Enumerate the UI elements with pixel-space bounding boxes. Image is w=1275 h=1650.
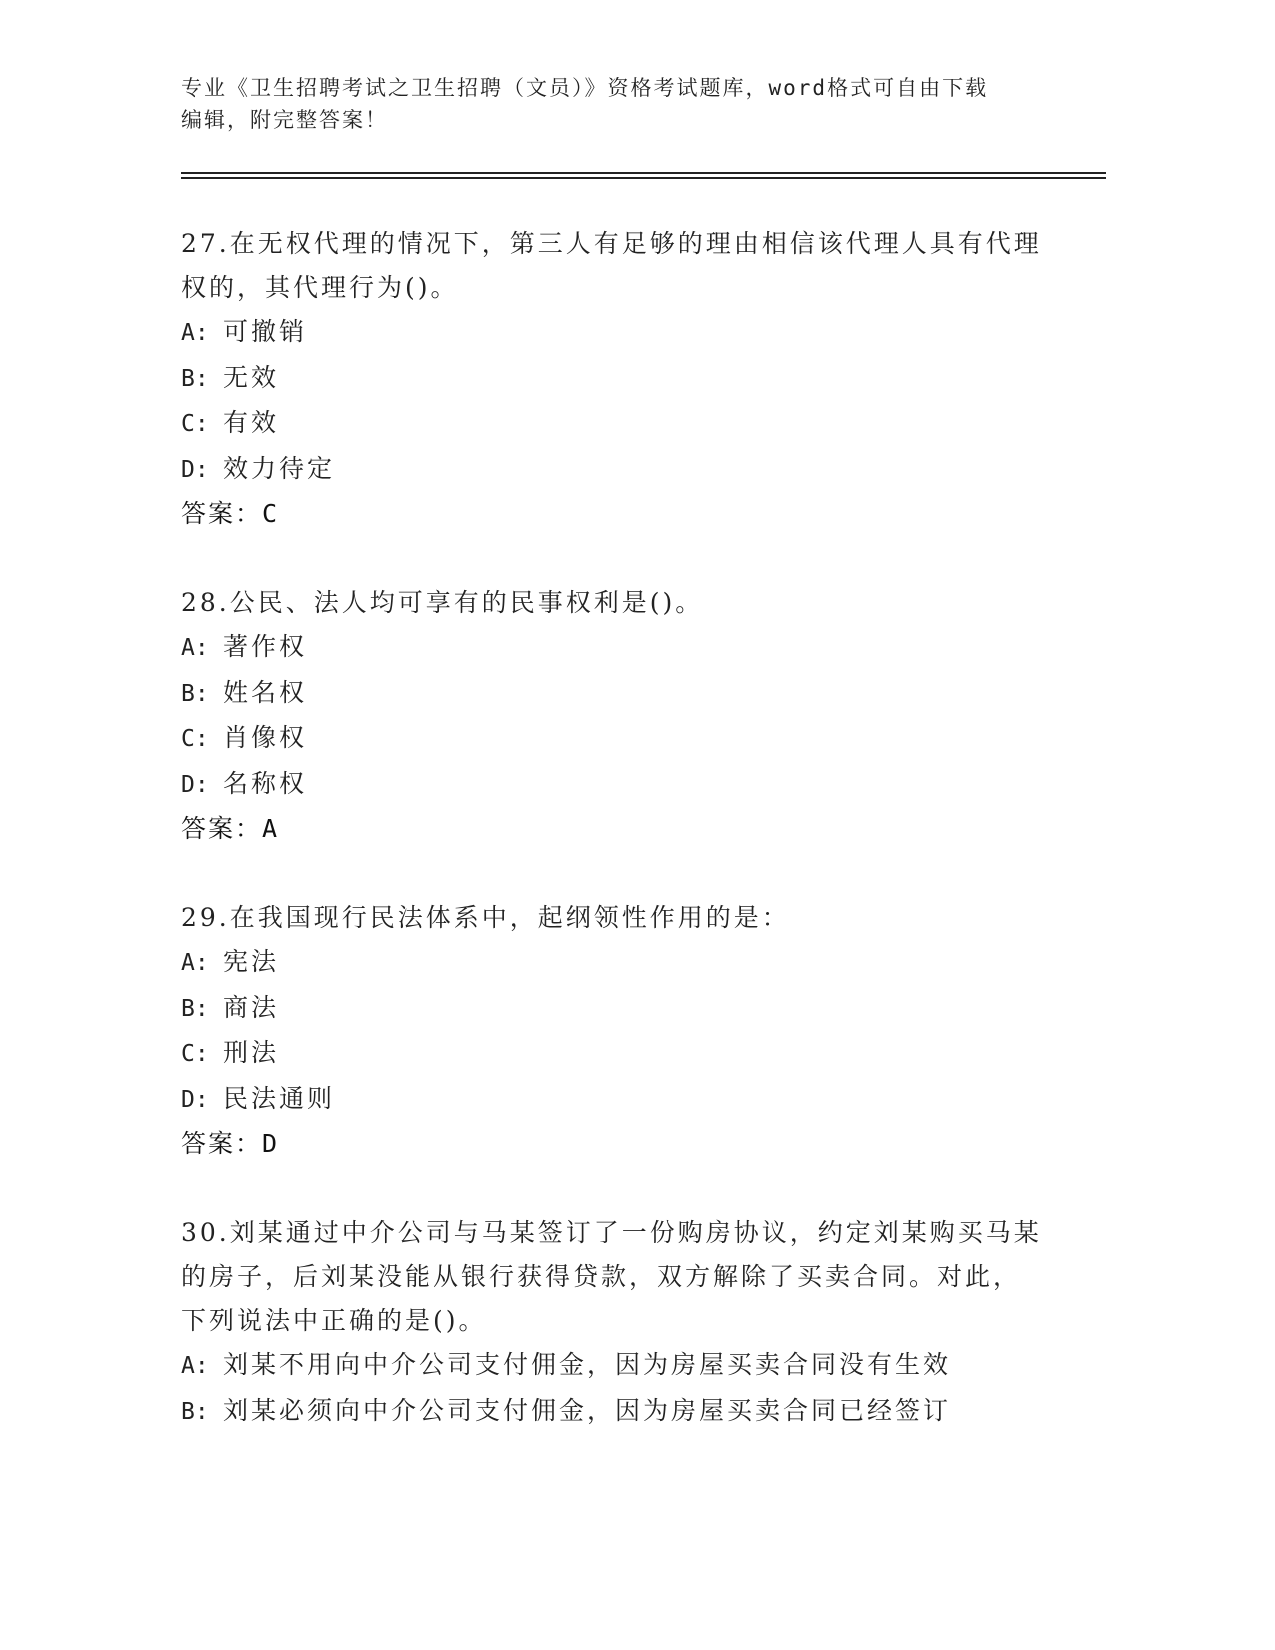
stem-line: 下列说法中正确的是()。 bbox=[181, 1306, 487, 1335]
stem-line: 29.在我国现行民法体系中，起纲领性作用的是： bbox=[181, 903, 790, 932]
stem-line: 27.在无权代理的情况下，第三人有足够的理由相信该代理人具有代理 bbox=[181, 229, 1042, 258]
header-line-2: 编辑，附完整答案！ bbox=[181, 108, 388, 132]
option-a bbox=[181, 940, 1081, 986]
option-a bbox=[181, 310, 1081, 356]
option-letter: C: bbox=[181, 1041, 209, 1067]
option-text: 效力待定 bbox=[223, 453, 336, 483]
option-d bbox=[181, 447, 1081, 493]
option-text: 可撤销 bbox=[223, 317, 308, 346]
option-text: 刘某不用向中介公司支付佣金，因为房屋买卖合同没有生效 bbox=[223, 1350, 952, 1379]
option-a bbox=[181, 1343, 1081, 1389]
header-line-1: 专业《卫生招聘考试之卫生招聘（文员）》资格考试题库，word格式可自由下载 bbox=[181, 76, 989, 100]
option-text: 无效 bbox=[223, 362, 280, 392]
option-text: 名称权 bbox=[223, 768, 308, 798]
question-stem bbox=[181, 222, 1081, 310]
answer-label: 答案： bbox=[181, 814, 263, 843]
header-divider-top bbox=[181, 172, 1106, 174]
answer bbox=[181, 807, 1081, 851]
option-letter: D: bbox=[181, 456, 209, 483]
option-text: 有效 bbox=[223, 408, 280, 437]
question-stem bbox=[181, 896, 1081, 940]
option-letter: B: bbox=[181, 995, 209, 1022]
answer-value: C bbox=[262, 499, 280, 528]
stem-line: 的房子，后刘某没能从银行获得贷款，双方解除了买卖合同。对此， bbox=[181, 1262, 1022, 1291]
option-letter: D: bbox=[181, 1086, 209, 1113]
answer-value: D bbox=[262, 1129, 280, 1158]
option-b bbox=[181, 1389, 1081, 1435]
option-c bbox=[181, 716, 1081, 762]
option-letter: B: bbox=[181, 1398, 209, 1425]
option-text: 刘某必须向中介公司支付佣金，因为房屋买卖合同已经签订 bbox=[223, 1395, 952, 1425]
answer bbox=[181, 492, 1081, 536]
option-text: 刑法 bbox=[223, 1038, 280, 1067]
option-letter: C: bbox=[181, 411, 209, 437]
option-letter: B: bbox=[181, 680, 209, 707]
option-d bbox=[181, 1077, 1081, 1123]
option-letter: D: bbox=[181, 771, 209, 798]
question-30 bbox=[181, 1211, 1081, 1434]
option-text: 商法 bbox=[223, 992, 280, 1022]
option-text: 肖像权 bbox=[223, 723, 308, 752]
question-29 bbox=[181, 896, 1081, 1166]
option-letter: B: bbox=[181, 365, 209, 392]
question-stem bbox=[181, 1211, 1081, 1343]
header-divider-bottom bbox=[181, 177, 1106, 179]
answer bbox=[181, 1122, 1081, 1166]
option-b bbox=[181, 986, 1081, 1032]
option-c bbox=[181, 401, 1081, 447]
option-text: 民法通则 bbox=[223, 1083, 336, 1113]
question-list bbox=[181, 222, 1081, 1479]
document-header bbox=[181, 72, 1051, 136]
option-text: 著作权 bbox=[223, 632, 308, 661]
option-letter: C: bbox=[181, 726, 209, 752]
stem-line: 权的，其代理行为()。 bbox=[181, 273, 459, 302]
answer-value: A bbox=[262, 814, 280, 843]
option-text: 姓名权 bbox=[223, 677, 308, 707]
option-c bbox=[181, 1031, 1081, 1077]
option-b bbox=[181, 671, 1081, 717]
option-a bbox=[181, 625, 1081, 671]
question-27 bbox=[181, 222, 1081, 536]
question-28 bbox=[181, 581, 1081, 851]
question-stem bbox=[181, 581, 1081, 625]
option-letter: A: bbox=[181, 950, 209, 976]
option-letter: A: bbox=[181, 1353, 209, 1379]
stem-line: 30.刘某通过中介公司与马某签订了一份购房协议，约定刘某购买马某 bbox=[181, 1218, 1042, 1247]
option-d bbox=[181, 762, 1081, 808]
answer-label: 答案： bbox=[181, 499, 263, 528]
option-b bbox=[181, 356, 1081, 402]
option-letter: A: bbox=[181, 320, 209, 346]
option-letter: A: bbox=[181, 635, 209, 661]
option-text: 宪法 bbox=[223, 947, 280, 976]
stem-line: 28.公民、法人均可享有的民事权利是()。 bbox=[181, 588, 704, 617]
answer-label: 答案： bbox=[181, 1129, 263, 1158]
